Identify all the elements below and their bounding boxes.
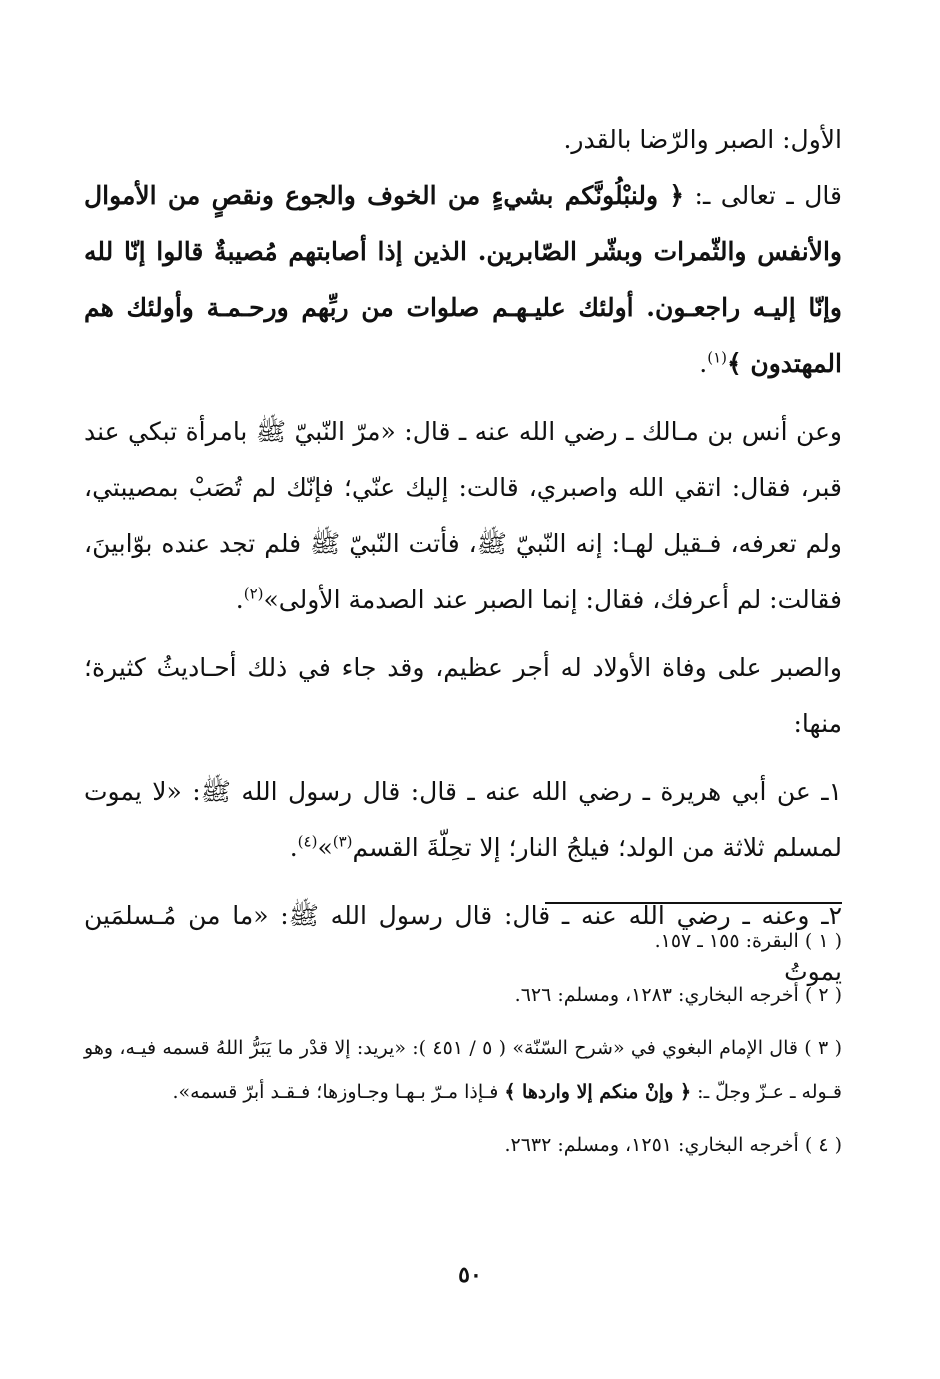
footnote-ref-4: (٤) — [297, 832, 318, 851]
hadith-anas-text: وعن أنس بن مـالك ـ رضي الله عنه ـ قال: «مرّ النّبيّ ﷺ بامرأة تبكي عند قبر، فقال: اتقي الله واصبري، قالت: إليك عنّي؛ فإنّك لم تُصَبْ بمصيبتي، ولم تعرفه، فـقيل لهـا: إنه النّبيّ ﷺ، فأتت النّبيّ ﷺ فلم تجد عنده بوّابينَ، فقالت: لم أعرفك، فقال: إنما الصبر عند الصدمة الأولى» — [84, 417, 842, 614]
hadith-2-paragraph: ٢ـ وعنه ـ رضي الله عنه ـ قال: قال رسول الله ﷺ: «ما من مُـسلمَين يموتُ — [84, 901, 842, 986]
footnote-4: ( ٤ ) أخرجه البخاري: ١٢٥١، ومسلم: ٢٦٣٢. — [504, 1134, 842, 1156]
page-number: ٥٠ — [458, 1262, 482, 1288]
footnotes — [84, 918, 842, 1176]
footnote-separator — [545, 902, 842, 904]
footnote-ref-2: (٢) — [243, 584, 264, 603]
hadith-1-text: ١ـ عن أبي هريرة ـ رضي الله عنه ـ قال: قال رسول الله ﷺ: «لا يموت لمسلم ثلاثة من الولد؛ فيلجُ النار؛ إلا تحِلّةَ القسم — [84, 777, 842, 862]
footnote-3-text: ( ٣ ) قال الإمام البغوي في «شرح السّنّة» ( ٥ / ٤٥١ ): «يريد: إلا قدْر ما يَبَرُّ اللهُ قسمه فيـه، وهو قـوله ـ عـزّ وجلّ ـ: — [84, 1037, 843, 1103]
main-text — [84, 112, 842, 1000]
footnote-1: ( ١ ) البقرة: ١٥٥ ـ ١٥٧. — [654, 930, 842, 952]
footnote-3-quran: ﴿ وإنْ منكم إلا واردها ﴾ — [504, 1081, 692, 1103]
paragraph-end: . — [289, 833, 298, 862]
footnote-3 — [84, 1026, 842, 1114]
paragraph-end: . — [699, 349, 708, 378]
quran-intro: قال ـ تعالى ـ: — [684, 181, 842, 210]
quran-verse: ﴿ ولنبْلُونَّكم بشيءٍ من الخوف والجوع ونقصٍ من الأموال والأنفس والثّمرات وبشّر الصّابرين. الذين إذا أصابتهم مُصيبةٌ قالوا إنّا لله وإنّا إليـه راجعـون. أولئك عليـهـم صلوات من ربِّهم ورحـمـة وأولئك هم المهتدون ﴾ — [84, 181, 842, 378]
footnote-ref-1: (١) — [707, 348, 727, 367]
patience-paragraph: والصبر على وفاة الأولاد له أجر عظيم، وقد جاء في ذلك أحـاديثُ كثيرة؛ منها: — [84, 653, 842, 738]
footnote-3-end: فـإذا مـرّ بـهـا وجـاوزها؛ فـقـد أبرّ قسمه». — [172, 1081, 505, 1103]
footnote-2: ( ٢ ) أخرجه البخاري: ١٢٨٣، ومسلم: ٦٢٦. — [514, 984, 842, 1006]
footnote-ref-3: (٣) — [332, 832, 353, 851]
hadith-1-paragraph — [84, 764, 842, 876]
quote-close: » — [317, 833, 333, 862]
section-heading: الأول: الصبر والرّضا بالقدر. — [563, 125, 842, 154]
hadith-anas-paragraph — [84, 404, 842, 628]
quran-paragraph — [84, 168, 842, 392]
paragraph-end: . — [235, 585, 244, 614]
